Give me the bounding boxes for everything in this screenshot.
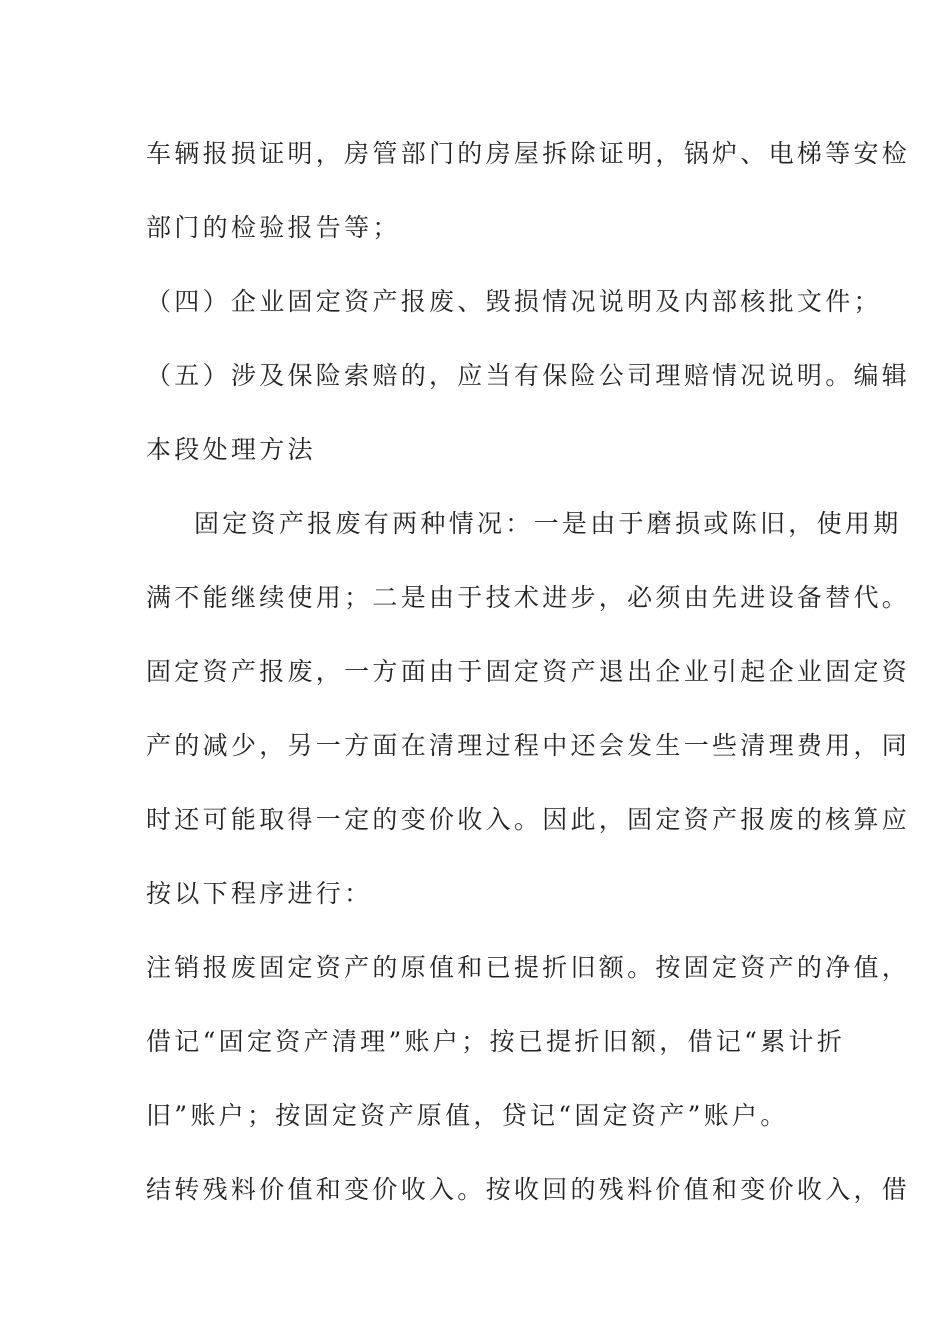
text-line: 时还可能取得一定的变价收入。因此，固定资产报废的核算应 bbox=[146, 805, 911, 834]
text-line: 旧”账户；按固定资产原值，贷记“固定资产”账户。 bbox=[146, 1101, 789, 1130]
text-line: 固定资产报废有两种情况：一是由于磨损或陈旧，使用期 bbox=[194, 509, 902, 538]
text-line: 借记“固定资产清理”账户；按已提折旧额，借记“累计折 bbox=[146, 1027, 846, 1056]
text-line: 部门的检验报告等； bbox=[146, 213, 401, 242]
text-line: 本段处理方法 bbox=[146, 435, 316, 464]
text-line: 固定资产报废，一方面由于固定资产退出企业引起企业固定资 bbox=[146, 657, 911, 686]
text-line: （四）企业固定资产报废、毁损情况说明及内部核批文件； bbox=[146, 287, 882, 316]
text-line: 注销报废固定资产的原值和已提折旧额。按固定资产的净值， bbox=[146, 953, 911, 982]
text-line: 满不能继续使用；二是由于技术进步，必须由先进设备替代。 bbox=[146, 583, 911, 612]
text-line: 按以下程序进行： bbox=[146, 879, 373, 908]
text-line: 产的减少，另一方面在清理过程中还会发生一些清理费用，同 bbox=[146, 731, 911, 760]
text-line: （五）涉及保险索赔的，应当有保险公司理赔情况说明。编辑 bbox=[146, 361, 911, 390]
text-line: 结转残料价值和变价收入。按收回的残料价值和变价收入，借 bbox=[146, 1175, 911, 1204]
text-line: 车辆报损证明，房管部门的房屋拆除证明，锅炉、电梯等安检 bbox=[146, 139, 911, 168]
